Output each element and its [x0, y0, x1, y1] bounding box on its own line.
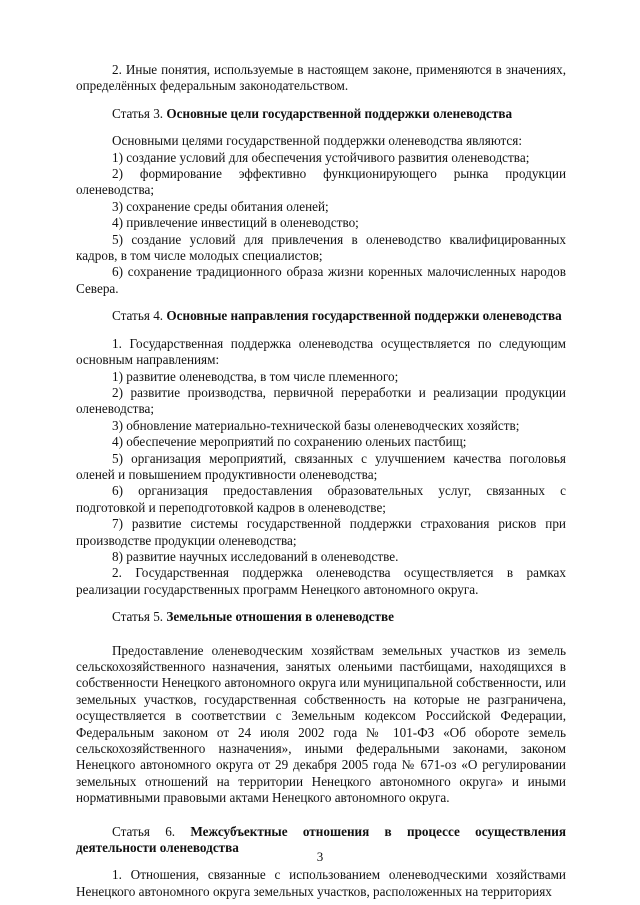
page-number: 3 [316, 849, 324, 864]
article-4-item: 3) обновление материально-технической базы оленеводческих хозяйств; [112, 417, 520, 433]
article-4-item: 1) развитие оленеводства, в том числе племенного; [112, 368, 399, 384]
article-3-heading [76, 106, 566, 122]
article-3-item: 1) создание условий для обеспечения устойчивого развития оленеводства; [112, 149, 530, 165]
article-4-lead: 1. Государственная поддержка оленеводства осуществляется по следующим основным направлениям: [76, 335, 566, 368]
article-3-item: 3) сохранение среды обитания оленей; [112, 198, 329, 214]
article-4-item: 8) развитие научных исследований в оленеводстве. [112, 548, 399, 564]
article-5-text: Предоставление оленеводческим хозяйствам земельных участков из земель сельскохозяйственного назначения, занятых оленьими пастбищами, находящихся в собственности Ненецкого автономного округа или муниципальной собственности, или земельных участков, государственная собственность на которые не разграничена, осуществляется в соответствии с Земельным кодексом Российской Федерации, Федеральным законом от 24 июля 2002 года № 101-ФЗ «Об обороте земель сельскохозяйственного назначения», иными федеральными законами, законом Ненецкого автономного округа от 29 декабря 2005 года № 671-оз «О регулировании земельных отношений на территории Ненецкого автономного округа» и иными нормативными правовыми актами Ненецкого автономного округа. [76, 642, 566, 806]
article-3-title: Основные цели государственной поддержки оленеводства [166, 105, 513, 121]
article-5-title: Земельные отношения в оленеводстве [166, 609, 394, 625]
article-4-paragraph-2: 2. Государственная поддержка оленеводства осуществляется в рамках реализации государственных программ Ненецкого автономного округа. [76, 565, 566, 597]
article-5-label: Статья 5. [112, 609, 164, 625]
article-3-lead: Основными целями государственной поддержки оленеводства являются: [112, 133, 523, 149]
article-6-paragraph-1: 1. Отношения, связанные с использованием оленеводческими хозяйствами Ненецкого автономного округа земельных участков, расположенных на территориях [76, 867, 566, 899]
article-6-heading [76, 824, 566, 840]
article-3-item: 5) создание условий для привлечения в оленеводство квалифицированных кадров, в том числе молодых специалистов; [76, 231, 566, 264]
article-4-item: 6) организация предоставления образовательных услуг, связанных с подготовкой и переподготовкой кадров в оленеводстве; [76, 483, 566, 515]
paragraph-definitions: 2. Иные понятия, используемые в настоящем законе, применяются в значениях, определённых федеральным законодательством. [76, 62, 566, 94]
article-4-item: 2) развитие производства, первичной переработки и реализации продукции оленеводства; [76, 384, 566, 417]
article-3-item: 6) сохранение традиционного образа жизни коренных малочисленных народов Севера. [76, 264, 566, 296]
article-3-label: Статья 3. [112, 105, 164, 121]
article-4-item: 7) развитие системы государственной поддержки страхования рисков при производстве продукции оленеводства; [76, 516, 566, 548]
article-3-item: 2) формирование эффективно функционирующего рынка продукции оленеводства; [76, 166, 566, 198]
article-4-label: Статья 4. [112, 308, 164, 324]
article-4-heading [76, 308, 566, 324]
article-4-title: Основные направления государственной поддержки оленеводства [166, 308, 562, 324]
article-3-item: 4) привлечение инвестиций в оленеводство; [112, 215, 359, 231]
article-4-item: 4) обеспечение мероприятий по сохранению оленьих пастбищ; [112, 434, 467, 450]
article-5-heading [76, 609, 566, 625]
page-body [76, 62, 566, 900]
article-6-title-line-1: Межсубъектные отношения в процессе осуществления [190, 823, 567, 839]
article-6-label: Статья 6. [112, 823, 176, 839]
article-6-title-line-2: деятельности оленеводства [76, 840, 239, 856]
article-4-item: 5) организация мероприятий, связанных с улучшением качества поголовья оленей и повышением продуктивности оленеводства; [76, 450, 566, 482]
